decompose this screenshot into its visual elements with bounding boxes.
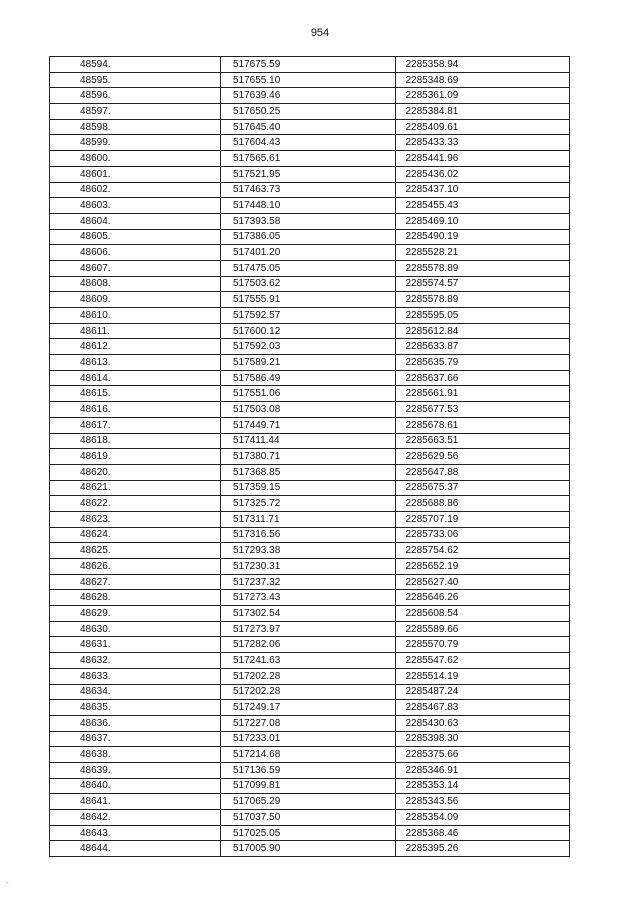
x-coordinate-cell: 517592.03 <box>221 339 396 355</box>
point-number-cell: 48627. <box>50 574 221 590</box>
x-coordinate-cell: 517136.59 <box>221 762 396 778</box>
y-coordinate-cell: 2285348.69 <box>395 72 570 88</box>
point-number-cell: 48612. <box>50 339 221 355</box>
x-coordinate-cell: 517645.40 <box>221 119 396 135</box>
point-number-cell: 48609. <box>50 292 221 308</box>
x-coordinate-cell: 517600.12 <box>221 323 396 339</box>
table-row <box>50 386 570 402</box>
point-number-cell: 48629. <box>50 606 221 622</box>
y-coordinate-cell: 2285754.62 <box>395 543 570 559</box>
table-row <box>50 715 570 731</box>
y-coordinate-cell: 2285627.40 <box>395 574 570 590</box>
y-coordinate-cell: 2285578.89 <box>395 292 570 308</box>
x-coordinate-cell: 517273.97 <box>221 621 396 637</box>
y-coordinate-cell: 2285652.19 <box>395 559 570 575</box>
point-number-cell: 48618. <box>50 433 221 449</box>
y-coordinate-cell: 2285433.33 <box>395 135 570 151</box>
table-row <box>50 700 570 716</box>
x-coordinate-cell: 517316.56 <box>221 527 396 543</box>
x-coordinate-cell: 517037.50 <box>221 810 396 826</box>
point-number-cell: 48637. <box>50 731 221 747</box>
y-coordinate-cell: 2285441.96 <box>395 151 570 167</box>
point-number-cell: 48613. <box>50 355 221 371</box>
x-coordinate-cell: 517005.90 <box>221 841 396 857</box>
point-number-cell: 48607. <box>50 260 221 276</box>
x-coordinate-cell: 517551.06 <box>221 386 396 402</box>
table-row <box>50 119 570 135</box>
point-number-cell: 48619. <box>50 449 221 465</box>
coordinates-table <box>49 56 570 857</box>
x-coordinate-cell: 517475.05 <box>221 260 396 276</box>
table-row <box>50 355 570 371</box>
point-number-cell: 48631. <box>50 637 221 653</box>
x-coordinate-cell: 517411.44 <box>221 433 396 449</box>
x-coordinate-cell: 517227.08 <box>221 715 396 731</box>
y-coordinate-cell: 2285733.06 <box>395 527 570 543</box>
x-coordinate-cell: 517380.71 <box>221 449 396 465</box>
y-coordinate-cell: 2285547.62 <box>395 653 570 669</box>
table-row <box>50 182 570 198</box>
x-coordinate-cell: 517555.91 <box>221 292 396 308</box>
x-coordinate-cell: 517521.95 <box>221 166 396 182</box>
table-row <box>50 88 570 104</box>
point-number-cell: 48604. <box>50 213 221 229</box>
point-number-cell: 48640. <box>50 778 221 794</box>
table-row <box>50 166 570 182</box>
table-row <box>50 590 570 606</box>
table-row <box>50 559 570 575</box>
point-number-cell: 48624. <box>50 527 221 543</box>
y-coordinate-cell: 2285430.63 <box>395 715 570 731</box>
point-number-cell: 48600. <box>50 151 221 167</box>
x-coordinate-cell: 517233.01 <box>221 731 396 747</box>
point-number-cell: 48620. <box>50 464 221 480</box>
point-number-cell: 48630. <box>50 621 221 637</box>
table-row <box>50 57 570 73</box>
point-number-cell: 48638. <box>50 747 221 763</box>
x-coordinate-cell: 517655.10 <box>221 72 396 88</box>
point-number-cell: 48602. <box>50 182 221 198</box>
table-row <box>50 621 570 637</box>
table-row <box>50 213 570 229</box>
table-row <box>50 104 570 120</box>
y-coordinate-cell: 2285574.57 <box>395 276 570 292</box>
table-row <box>50 762 570 778</box>
x-coordinate-cell: 517449.71 <box>221 417 396 433</box>
x-coordinate-cell: 517503.62 <box>221 276 396 292</box>
x-coordinate-cell: 517401.20 <box>221 245 396 261</box>
x-coordinate-cell: 517650.25 <box>221 104 396 120</box>
point-number-cell: 48628. <box>50 590 221 606</box>
x-coordinate-cell: 517202.28 <box>221 668 396 684</box>
point-number-cell: 48643. <box>50 825 221 841</box>
y-coordinate-cell: 2285647.88 <box>395 464 570 480</box>
y-coordinate-cell: 2285467.83 <box>395 700 570 716</box>
point-number-cell: 48610. <box>50 308 221 324</box>
point-number-cell: 48634. <box>50 684 221 700</box>
x-coordinate-cell: 517386.05 <box>221 229 396 245</box>
table-row <box>50 794 570 810</box>
table-row <box>50 841 570 857</box>
table-row <box>50 370 570 386</box>
x-coordinate-cell: 517592.57 <box>221 308 396 324</box>
y-coordinate-cell: 2285528.21 <box>395 245 570 261</box>
y-coordinate-cell: 2285637.66 <box>395 370 570 386</box>
table-row <box>50 229 570 245</box>
point-number-cell: 48626. <box>50 559 221 575</box>
y-coordinate-cell: 2285663.51 <box>395 433 570 449</box>
point-number-cell: 48596. <box>50 88 221 104</box>
point-number-cell: 48625. <box>50 543 221 559</box>
table-row <box>50 276 570 292</box>
table-row <box>50 323 570 339</box>
table-row <box>50 245 570 261</box>
point-number-cell: 48639. <box>50 762 221 778</box>
table-row <box>50 151 570 167</box>
table-row <box>50 339 570 355</box>
x-coordinate-cell: 517448.10 <box>221 198 396 214</box>
table-row <box>50 747 570 763</box>
table-row <box>50 606 570 622</box>
y-coordinate-cell: 2285368.46 <box>395 825 570 841</box>
y-coordinate-cell: 2285361.09 <box>395 88 570 104</box>
y-coordinate-cell: 2285675.37 <box>395 480 570 496</box>
table-row <box>50 260 570 276</box>
point-number-cell: 48608. <box>50 276 221 292</box>
point-number-cell: 48641. <box>50 794 221 810</box>
y-coordinate-cell: 2285353.14 <box>395 778 570 794</box>
y-coordinate-cell: 2285437.10 <box>395 182 570 198</box>
table-row <box>50 731 570 747</box>
table-row <box>50 543 570 559</box>
table-row <box>50 292 570 308</box>
point-number-cell: 48617. <box>50 417 221 433</box>
y-coordinate-cell: 2285589.66 <box>395 621 570 637</box>
point-number-cell: 48632. <box>50 653 221 669</box>
point-number-cell: 48603. <box>50 198 221 214</box>
point-number-cell: 48633. <box>50 668 221 684</box>
table-row <box>50 402 570 418</box>
x-coordinate-cell: 517368.85 <box>221 464 396 480</box>
y-coordinate-cell: 2285487.24 <box>395 684 570 700</box>
x-coordinate-cell: 517099.81 <box>221 778 396 794</box>
x-coordinate-cell: 517214.68 <box>221 747 396 763</box>
x-coordinate-cell: 517565.61 <box>221 151 396 167</box>
y-coordinate-cell: 2285346.91 <box>395 762 570 778</box>
table-row <box>50 653 570 669</box>
y-coordinate-cell: 2285646.26 <box>395 590 570 606</box>
y-coordinate-cell: 2285398.30 <box>395 731 570 747</box>
table-row <box>50 668 570 684</box>
x-coordinate-cell: 517273.43 <box>221 590 396 606</box>
point-number-cell: 48615. <box>50 386 221 402</box>
y-coordinate-cell: 2285688.86 <box>395 496 570 512</box>
point-number-cell: 48621. <box>50 480 221 496</box>
y-coordinate-cell: 2285635.79 <box>395 355 570 371</box>
y-coordinate-cell: 2285490.19 <box>395 229 570 245</box>
point-number-cell: 48601. <box>50 166 221 182</box>
table-row <box>50 417 570 433</box>
y-coordinate-cell: 2285358.94 <box>395 57 570 73</box>
table-row <box>50 480 570 496</box>
y-coordinate-cell: 2285469.10 <box>395 213 570 229</box>
y-coordinate-cell: 2285677.53 <box>395 402 570 418</box>
x-coordinate-cell: 517065.29 <box>221 794 396 810</box>
y-coordinate-cell: 2285384.81 <box>395 104 570 120</box>
point-number-cell: 48605. <box>50 229 221 245</box>
x-coordinate-cell: 517586.49 <box>221 370 396 386</box>
y-coordinate-cell: 2285570.79 <box>395 637 570 653</box>
y-coordinate-cell: 2285612.84 <box>395 323 570 339</box>
x-coordinate-cell: 517359.15 <box>221 480 396 496</box>
x-coordinate-cell: 517202.28 <box>221 684 396 700</box>
point-number-cell: 48642. <box>50 810 221 826</box>
y-coordinate-cell: 2285343.56 <box>395 794 570 810</box>
y-coordinate-cell: 2285595.05 <box>395 308 570 324</box>
x-coordinate-cell: 517249.17 <box>221 700 396 716</box>
x-coordinate-cell: 517237.32 <box>221 574 396 590</box>
point-number-cell: 48611. <box>50 323 221 339</box>
y-coordinate-cell: 2285678.61 <box>395 417 570 433</box>
point-number-cell: 48598. <box>50 119 221 135</box>
coordinates-table-body <box>50 57 570 857</box>
x-coordinate-cell: 517025.05 <box>221 825 396 841</box>
table-row <box>50 684 570 700</box>
table-row <box>50 308 570 324</box>
table-row <box>50 72 570 88</box>
table-row <box>50 778 570 794</box>
table-row <box>50 464 570 480</box>
table-row <box>50 135 570 151</box>
table-row <box>50 637 570 653</box>
point-number-cell: 48644. <box>50 841 221 857</box>
x-coordinate-cell: 517311.71 <box>221 511 396 527</box>
point-number-cell: 48614. <box>50 370 221 386</box>
y-coordinate-cell: 2285707.19 <box>395 511 570 527</box>
table-row <box>50 433 570 449</box>
table-row <box>50 810 570 826</box>
y-coordinate-cell: 2285354.09 <box>395 810 570 826</box>
x-coordinate-cell: 517589.21 <box>221 355 396 371</box>
table-row <box>50 574 570 590</box>
x-coordinate-cell: 517639.46 <box>221 88 396 104</box>
page-number: 954 <box>310 27 330 39</box>
point-number-cell: 48616. <box>50 402 221 418</box>
table-row <box>50 496 570 512</box>
point-number-cell: 48606. <box>50 245 221 261</box>
x-coordinate-cell: 517325.72 <box>221 496 396 512</box>
point-number-cell: 48636. <box>50 715 221 731</box>
x-coordinate-cell: 517675.59 <box>221 57 396 73</box>
y-coordinate-cell: 2285629.56 <box>395 449 570 465</box>
table-row <box>50 527 570 543</box>
table-row <box>50 449 570 465</box>
point-number-cell: 48595. <box>50 72 221 88</box>
y-coordinate-cell: 2285375.66 <box>395 747 570 763</box>
x-coordinate-cell: 517302.54 <box>221 606 396 622</box>
point-number-cell: 48597. <box>50 104 221 120</box>
y-coordinate-cell: 2285633.87 <box>395 339 570 355</box>
point-number-cell: 48635. <box>50 700 221 716</box>
y-coordinate-cell: 2285514.19 <box>395 668 570 684</box>
x-coordinate-cell: 517230.31 <box>221 559 396 575</box>
point-number-cell: 48599. <box>50 135 221 151</box>
table-row <box>50 825 570 841</box>
x-coordinate-cell: 517393.58 <box>221 213 396 229</box>
y-coordinate-cell: 2285455.43 <box>395 198 570 214</box>
x-coordinate-cell: 517293.38 <box>221 543 396 559</box>
x-coordinate-cell: 517503.08 <box>221 402 396 418</box>
table-row <box>50 198 570 214</box>
y-coordinate-cell: 2285578.89 <box>395 260 570 276</box>
y-coordinate-cell: 2285661.91 <box>395 386 570 402</box>
y-coordinate-cell: 2285409.61 <box>395 119 570 135</box>
corner-mark: - <box>6 878 9 887</box>
y-coordinate-cell: 2285608.54 <box>395 606 570 622</box>
x-coordinate-cell: 517604.43 <box>221 135 396 151</box>
table-row <box>50 511 570 527</box>
point-number-cell: 48623. <box>50 511 221 527</box>
x-coordinate-cell: 517241.63 <box>221 653 396 669</box>
y-coordinate-cell: 2285395.26 <box>395 841 570 857</box>
y-coordinate-cell: 2285436.02 <box>395 166 570 182</box>
x-coordinate-cell: 517282.06 <box>221 637 396 653</box>
x-coordinate-cell: 517463.73 <box>221 182 396 198</box>
point-number-cell: 48594. <box>50 57 221 73</box>
point-number-cell: 48622. <box>50 496 221 512</box>
